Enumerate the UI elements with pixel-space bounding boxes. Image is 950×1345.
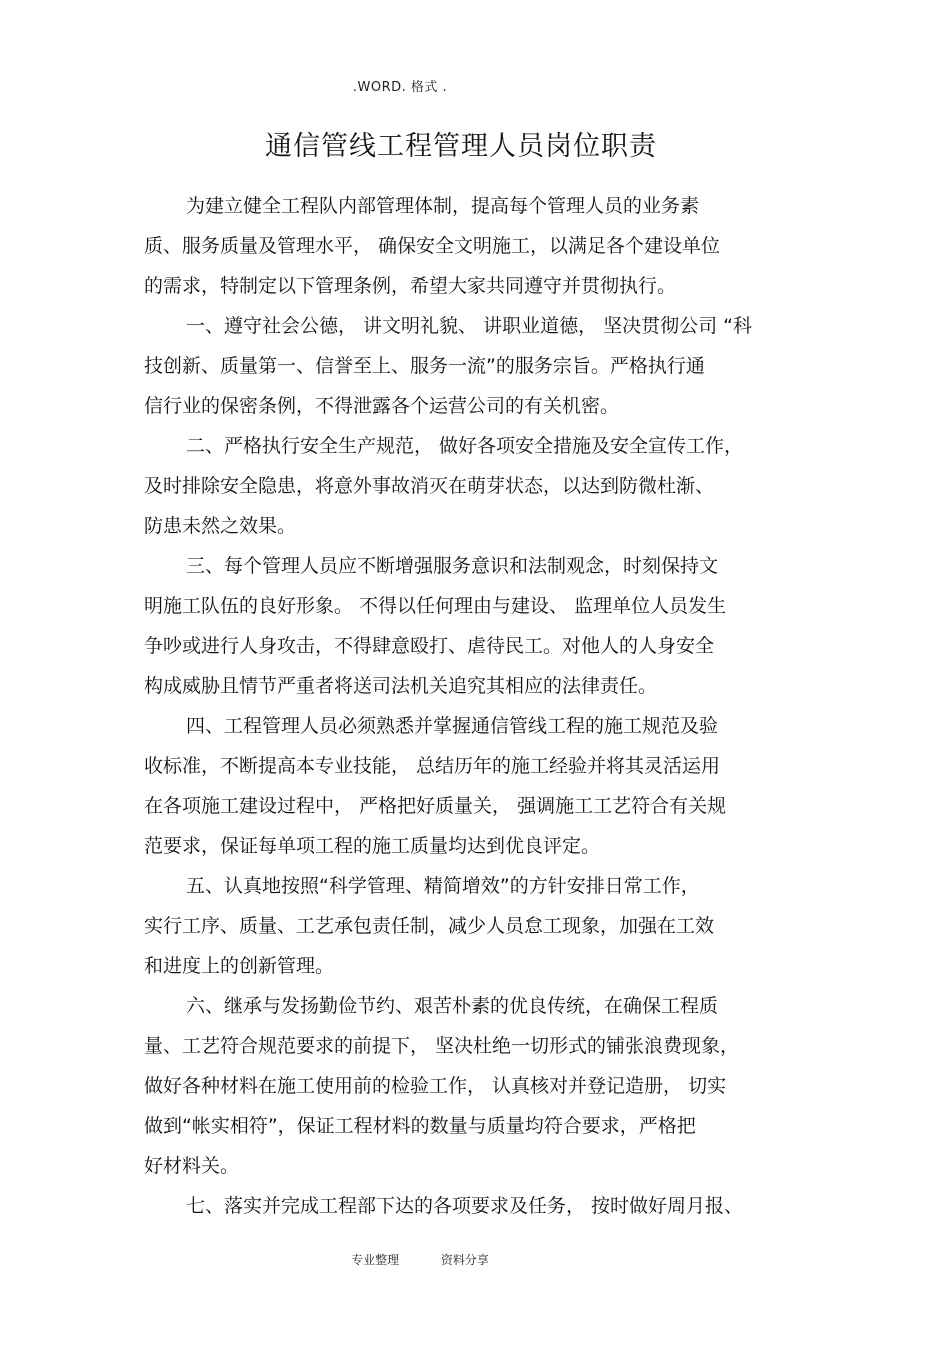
paragraph-4 [144, 706, 814, 866]
text-line: 技创新、质量第一、信誉至上、服务一流”的服务宗旨。严格执行通 [144, 355, 705, 377]
text-line: 收标准，不断提高本专业技能， 总结历年的施工经验并将其灵活运用 [144, 755, 721, 777]
paragraph-5 [144, 866, 814, 986]
text-line: 构成威胁且情节严重者将送司法机关追究其相应的法律责任。 [144, 675, 658, 697]
text-line: 信行业的保密条例，不得泄露各个运营公司的有关机密。 [144, 395, 620, 417]
footer-left-text: 专业整理 [351, 1253, 400, 1267]
paragraph-7 [144, 1186, 814, 1226]
text-line: 量、工艺符合规范要求的前提下， 坚决杜绝一切形式的铺张浪费现象， [144, 1035, 740, 1057]
text-line: 明施工队伍的良好形象。 不得以任何理由与建设、 监理单位人员发生 [144, 595, 727, 617]
text-line: 三、每个管理人员应不断增强服务意识和法制观念，时刻保持文 [186, 555, 719, 577]
text-line: 做到“帐实相符”，保证工程材料的数量与质量均符合要求，严格把 [144, 1115, 696, 1137]
text-line: 做好各种材料在施工使用前的检验工作， 认真核对并登记造册， 切实 [144, 1075, 727, 1097]
paragraph-1 [144, 306, 814, 426]
page-footer [0, 1251, 840, 1268]
text-line: 四、工程管理人员必须熟悉并掌握通信管线工程的施工规范及验 [186, 715, 719, 737]
text-line: 争吵或进行人身攻击，不得肆意殴打、虐待民工。对他人的人身安全 [144, 635, 715, 657]
paragraph-6 [144, 986, 814, 1186]
text-line: 和进度上的创新管理。 [144, 955, 335, 977]
text-line: 六、继承与发扬勤俭节约、艰苦朴素的优良传统，在确保工程质 [186, 995, 719, 1017]
page-header: .WORD. 格式 . [352, 80, 448, 95]
paragraph-intro [144, 186, 814, 306]
text-line: 范要求，保证每单项工程的施工质量均达到优良评定。 [144, 835, 601, 857]
text-line: 防患未然之效果。 [144, 515, 297, 537]
paragraph-2 [144, 426, 814, 546]
paragraph-3 [144, 546, 814, 706]
text-line: 为建立健全工程队内部管理体制，提高每个管理人员的业务素 [186, 195, 700, 217]
text-line: 好材料关。 [144, 1155, 240, 1177]
document-body [144, 186, 814, 1226]
text-line: 二、严格执行安全生产规范， 做好各项安全措施及安全宣传工作， [186, 435, 744, 457]
text-line: 质、服务质量及管理水平， 确保安全文明施工，以满足各个建设单位 [144, 235, 721, 257]
text-line: 实行工序、质量、工艺承包责任制，减少人员怠工现象，加强在工效 [144, 915, 715, 937]
text-line: 的需求，特制定以下管理条例，希望大家共同遵守并贯彻执行。 [144, 275, 677, 297]
text-line: 七、落实并完成工程部下达的各项要求及任务， 按时做好周月报、 [186, 1195, 744, 1217]
text-line: 一、遵守社会公德， 讲文明礼貌、 讲职业道德， 坚决贯彻公司 “科 [186, 315, 753, 337]
text-line: 五、认真地按照“科学管理、精简增效”的方针安排日常工作， [186, 875, 700, 897]
text-line: 及时排除安全隐患，将意外事故消灭在萌芽状态，以达到防微杜渐、 [144, 475, 715, 497]
text-line: 在各项施工建设过程中， 严格把好质量关， 强调施工工艺符合有关规 [144, 795, 727, 817]
footer-right-text: 资料分享 [440, 1253, 489, 1267]
document-title: 通信管线工程管理人员岗位职责 [265, 131, 657, 162]
